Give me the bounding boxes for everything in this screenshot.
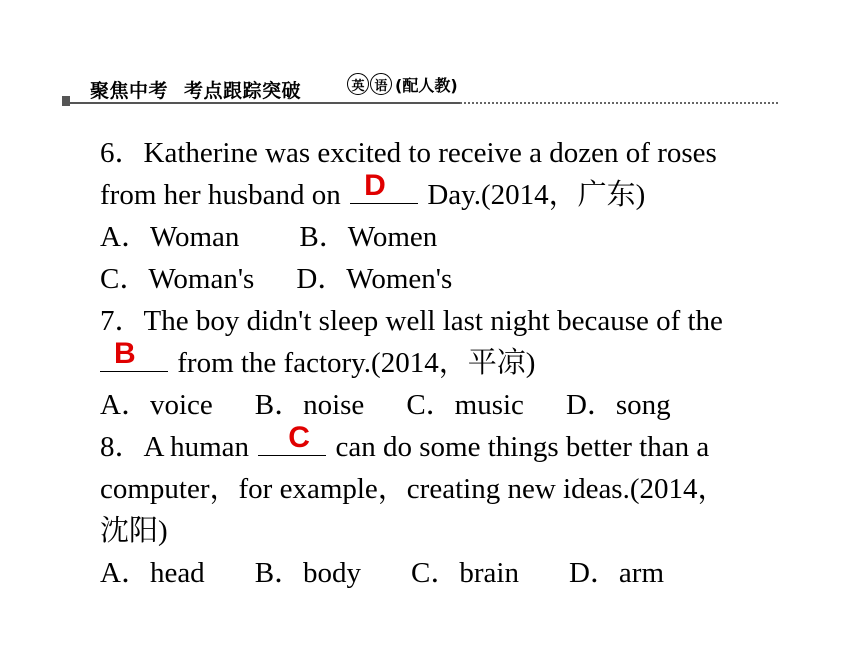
q6-answer-blank — [350, 169, 418, 204]
q7-options — [100, 384, 830, 426]
q7-option-a: A．voice — [100, 389, 213, 421]
q8-stem-before: 8．A human — [100, 431, 257, 463]
q8-answer-blank — [258, 421, 326, 456]
subject-label — [347, 70, 458, 98]
header-bar-marker — [62, 96, 70, 106]
q8-option-c: C．brain — [411, 557, 519, 589]
q8-option-d: D．arm — [568, 557, 664, 589]
q6-option-a: A．Woman — [100, 221, 240, 253]
q8-options — [100, 552, 830, 594]
edition-label: (配人教) — [395, 75, 458, 95]
q6-stem-line2 — [100, 169, 830, 216]
question-list — [100, 132, 830, 594]
q7-stem-after: from the factory.(2014，平凉) — [170, 347, 536, 379]
q8-option-b: B．body — [254, 557, 362, 589]
q8-stem-after: can do some things better than a — [328, 431, 710, 463]
q7-stem-line2 — [100, 337, 830, 384]
q7-option-b: B．noise — [254, 389, 365, 421]
page-header — [62, 64, 782, 108]
q7-stem-line1: 7．The boy didn't sleep well last night because of the — [100, 305, 723, 337]
q6-options-row1 — [100, 216, 830, 258]
q7-answer-blank — [100, 337, 168, 372]
q8-stem-line2: computer，for example，creating new ideas.(2014， — [100, 473, 727, 505]
subject-char-1: 英 — [347, 73, 369, 95]
q8-option-a: A．head — [100, 557, 205, 589]
q8-answer: C — [288, 421, 310, 454]
q7-answer: B — [114, 337, 136, 370]
q8-stem-line1 — [100, 421, 830, 468]
q7-option-d: D．song — [565, 389, 671, 421]
header-divider-solid — [70, 102, 460, 104]
q7-option-c: C．music — [406, 389, 524, 421]
q6-option-d: D．Women's — [296, 263, 453, 295]
header-title-focus: 聚焦中考 — [90, 80, 169, 102]
q6-stem-after: Day.(2014，广东) — [420, 179, 646, 211]
q6-option-b: B．Women — [299, 221, 438, 253]
header-title-breakthrough: 考点跟踪突破 — [184, 80, 302, 102]
subject-char-2: 语 — [370, 73, 392, 95]
q6-stem-line1: 6．Katherine was excited to receive a dozen of roses — [100, 137, 717, 169]
q8-stem-line3: 沈阳) — [100, 515, 168, 547]
q6-option-c: C．Woman's — [100, 263, 255, 295]
q6-stem-before: from her husband on — [100, 179, 349, 211]
header-title — [90, 76, 301, 103]
q6-options-row2 — [100, 258, 830, 300]
header-divider-dotted — [460, 102, 778, 104]
q6-answer: D — [364, 169, 386, 202]
